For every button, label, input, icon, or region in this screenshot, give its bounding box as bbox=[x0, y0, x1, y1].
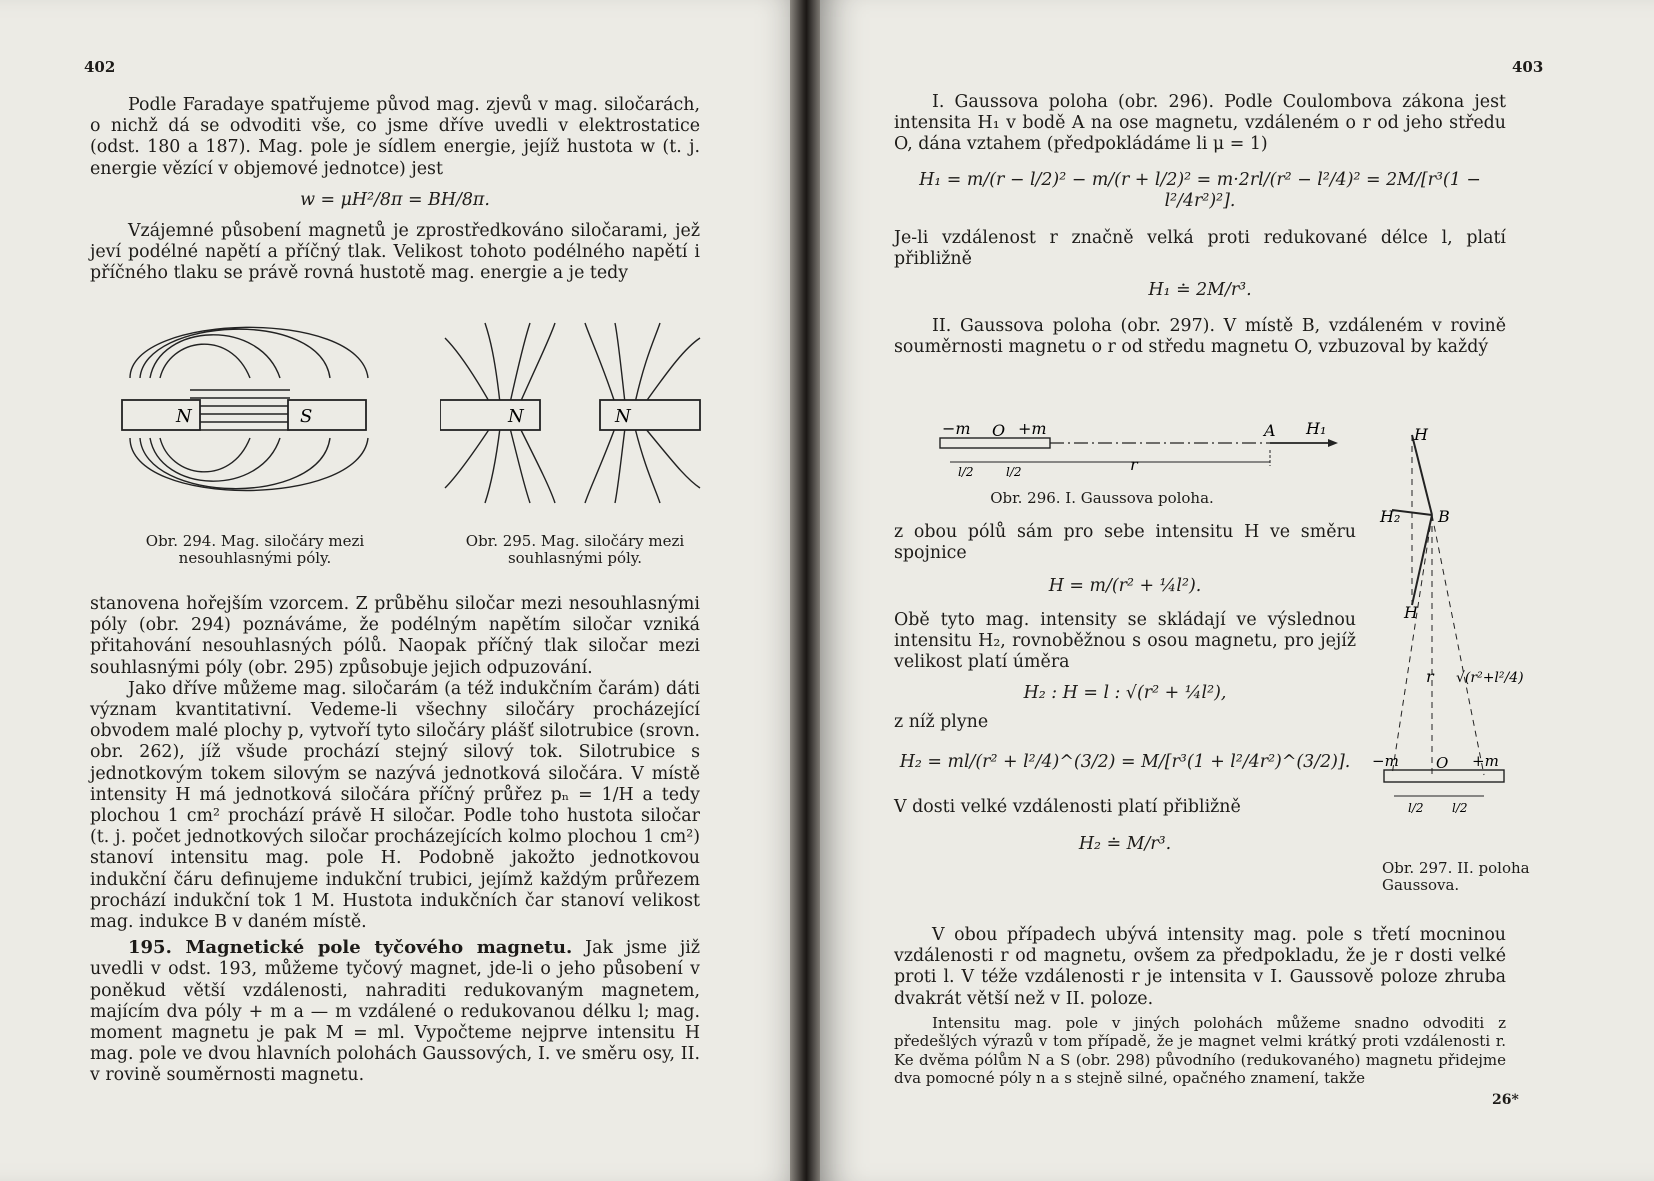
right-text-mid bbox=[894, 522, 1356, 855]
pole-s-label: S bbox=[300, 406, 313, 427]
pole-n-label: N bbox=[508, 406, 524, 427]
figure-295-caption: Obr. 295. Mag. siločáry mezi souhlasnými póly. bbox=[465, 532, 685, 567]
paragraph: II. Gaussova poloha (obr. 297). V místě B, vzdáleném v rovině souměrnosti magnetu o r od středu magnetu O, vzbuzoval by každý bbox=[894, 315, 1506, 357]
equation: H₂ ≐ M/r³. bbox=[1078, 834, 1172, 855]
plus-m-label: +m bbox=[1472, 752, 1499, 770]
o-label: O bbox=[992, 421, 1006, 440]
hyp-label: √(r²+l²/4) bbox=[1456, 670, 1524, 686]
half-l-label: l/2 bbox=[1408, 801, 1424, 815]
equation: w = μH²/8π = BH/8π. bbox=[300, 189, 490, 210]
paragraph: V obou případech ubývá intensity mag. pole s třetí mocninou vzdálenosti r od magnetu, ovšem za předpokladu, že je r dosti velké proti l. V téže vzdálenosti r je intensita v I. Gaussově poloze zhruba dvakrát větší než v II. poloze. bbox=[894, 925, 1506, 1009]
paragraph-small: Intensitu mag. pole v jiných polohách můžeme snadno odvoditi z předešlých výrazů v tom případě, že je magnet velmi krátký proti vzdálenosti r. Ke dvěma pólům N a S (obr. 298) původního (redukovaného) magnetu přidejme dva pomocné póly n a s stejně silné, opačného znamení, takže bbox=[894, 1013, 1506, 1088]
minus-m-label: −m bbox=[942, 420, 971, 438]
o-label: O bbox=[1436, 754, 1449, 772]
right-page bbox=[812, 0, 1654, 1181]
left-text-top bbox=[90, 95, 700, 285]
page-number-right: 403 bbox=[1512, 58, 1544, 76]
half-l-label: l/2 bbox=[958, 465, 974, 479]
pole-n-label: N bbox=[176, 406, 192, 427]
figure-296 bbox=[930, 420, 1360, 482]
figure-296-caption: Obr. 296. I. Gaussova poloha. bbox=[990, 489, 1214, 507]
h2-label: H₂ bbox=[1380, 507, 1401, 526]
left-text-bottom bbox=[90, 594, 700, 1087]
r-label: r bbox=[1130, 455, 1138, 474]
figure-294 bbox=[110, 318, 390, 508]
paragraph: Je-li vzdálenost r značně velká proti redukované délce l, platí přibližně bbox=[894, 228, 1506, 270]
figure-297 bbox=[1372, 420, 1542, 860]
equation: H₁ ≐ 2M/r³. bbox=[1148, 280, 1252, 301]
r-label: r bbox=[1426, 667, 1434, 686]
equation: H₁ = m/(r − l/2)² − m/(r + l/2)² = m·2rl/(r² − l²/4)² = 2M/[r³(1 − l²/4r²)²]. bbox=[919, 169, 1481, 211]
figure-294-caption: Obr. 294. Mag. siločáry mezi nesouhlasnými póly. bbox=[145, 532, 365, 567]
half-l-label: l/2 bbox=[1452, 801, 1468, 815]
paragraph: Podle Faradaye spatřujeme původ mag. zjevů v mag. siločarách, o nichž dá se odvoditi vše, co jsme dříve uvedli v elektrostatice (odst. 180 a 187). Mag. pole je sídlem energie, jejíž hustota w (t. j. energie vězící v objemové jednotce) jest bbox=[90, 95, 700, 179]
paragraph: z níž plyne bbox=[894, 712, 989, 733]
paragraph bbox=[90, 937, 700, 1086]
right-text-top bbox=[894, 92, 1506, 358]
signature-mark: 26* bbox=[1492, 1092, 1519, 1108]
pole-n-label: N bbox=[615, 406, 631, 427]
paragraph-text: Jak jsme již uvedli v odst. 193, můžeme tyčový magnet, jde-li o jeho působení v poněkud větší vzdálenosti, nahraditi redukovaným magnetem, majícím dva póly + m a — m vzdálené o redukovanou délku l; mag. moment magnetu je pak M = ml. Vypočteme nejprve intensitu H mag. pole ve dvou hlavních polohách Gaussových, I. ve směru osy, II. v rovině souměrnosti magnetu. bbox=[90, 938, 700, 1086]
equation: H₂ = ml/(r² + l²/4)^(3/2) = M/[r³(1 + l²/4r²)^(3/2)]. bbox=[899, 751, 1351, 772]
paragraph: I. Gaussova poloha (obr. 296). Podle Coulombova zákona jest intensita H₁ v bodě A na ose magnetu, vzdáleném o r od jeho středu O, dána vztahem (předpokládáme li μ = 1) bbox=[894, 92, 1506, 155]
h-label: H bbox=[1414, 425, 1428, 444]
paragraph: stanovena hořejším vzorcem. Z průběhu siločar mezi nesouhlasnými póly (obr. 294) poznáváme, že podélným napětím siločar vzniká přitahování nesouhlasných pólů. Naopak příčný tlak siločar mezi souhlasnými póly (obr. 295) způsobuje jejich odpuzování. bbox=[90, 594, 700, 678]
page-number-left: 402 bbox=[84, 58, 116, 76]
paragraph: z obou pólů sám pro sebe intensitu H ve směru spojnice bbox=[894, 522, 1356, 564]
h1-label: H₁ bbox=[1306, 420, 1327, 438]
left-page bbox=[0, 0, 812, 1181]
h-label: H bbox=[1404, 603, 1418, 622]
paragraph: Obě tyto mag. intensity se skládají ve výslednou intensitu H₂, rovnoběžnou s osou magnetu, pro jejíž velikost platí úměra bbox=[894, 609, 1356, 673]
b-label: B bbox=[1438, 507, 1450, 526]
right-text-bottom bbox=[894, 925, 1506, 1088]
minus-m-label: −m bbox=[1372, 752, 1399, 770]
paragraph: Jako dříve můžeme mag. siločarám (a též indukčním čarám) dáti význam kvantitativní. Vedeme-li všechny siločáry procházející obvodem malé plochy p, vytvoří tyto siločáry plášť silotrubice (srovn. obr. 262), jíž všude prochází stejný silový tok. Silotrubice s jednotkovým tokem silovým se nazývá jednotková siločára. V místě intensity H má jednotková siločára příčný průřez pₙ = 1/H a tedy plochou 1 cm² prochází právě H siločar. Podle toho hustota siločar (t. j. počet jednotkových siločar procházejících kolmo plochou 1 cm²) stanoví intensitu mag. pole H. Podobně jakožto jednotkovou indukční čáru definujeme indukční trubici, jejímž každým průřezem prochází indukční tok 1 M. Hustota indukčních čar stanoví velikost mag. indukce B v daném místě. bbox=[90, 678, 700, 933]
paragraph: V dosti velké vzdálenosti platí přibližně bbox=[894, 796, 1241, 817]
equation: H = m/(r² + ¼l²). bbox=[1048, 576, 1202, 597]
figure-295 bbox=[440, 318, 710, 508]
equation: H₂ : H = l : √(r² + ¼l²), bbox=[1023, 683, 1227, 704]
half-l-label: l/2 bbox=[1006, 465, 1022, 479]
paragraph: Vzájemné působení magnetů je zprostředkováno siločarami, jež jeví podélné napětí a příčný tlak. Velikost tohoto podélného napětí i příčného tlaku se právě rovná hustotě mag. energie a je tedy bbox=[90, 221, 700, 284]
section-heading: 195. Magnetické pole tyčového magnetu. bbox=[128, 937, 573, 959]
book-gutter bbox=[790, 0, 820, 1181]
plus-m-label: +m bbox=[1018, 420, 1047, 438]
a-label: A bbox=[1264, 421, 1276, 440]
figure-297-caption: Obr. 297. II. poloha Gaussova. bbox=[1382, 859, 1530, 894]
